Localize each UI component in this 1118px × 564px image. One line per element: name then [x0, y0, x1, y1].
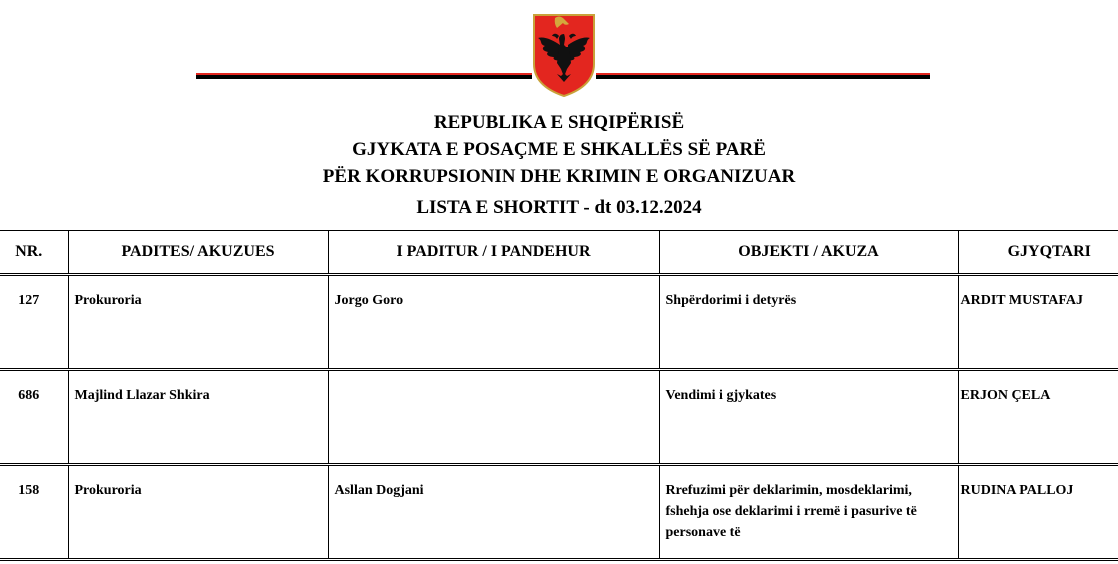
column-header-defendant: I PADITUR / I PANDEHUR	[328, 231, 659, 275]
table-row	[0, 275, 1118, 370]
plaintiff: Prokuroria	[74, 293, 142, 308]
case-number: 686	[18, 388, 40, 403]
plaintiff: Prokuroria	[74, 483, 142, 498]
albanian-coat-of-arms-icon	[531, 12, 597, 98]
header-rule-left	[196, 75, 532, 79]
plaintiff: Majlind Llazar Shkira	[74, 388, 210, 403]
case-object: Vendimi i gjykates	[665, 388, 777, 403]
column-header-object: OBJEKTI / AKUZA	[659, 231, 958, 275]
judge-name: ERJON ÇELA	[960, 388, 1051, 403]
column-header-judge: GJYQTARI	[958, 231, 1118, 275]
table-row	[0, 370, 1118, 465]
judge-name: RUDINA PALLOJ	[960, 483, 1074, 498]
case-object: Shpërdorimi i detyrës	[665, 293, 797, 308]
table-row	[0, 465, 1118, 560]
table-header-row	[0, 231, 1118, 275]
header-rule-right	[596, 75, 930, 79]
column-header-nr: NR.	[0, 231, 68, 275]
case-object: Rrefuzimi për deklarimin, mosdeklarimi, fshehja ose deklarimi i rremë i pasurive të personave të	[665, 483, 917, 540]
case-assignment-table	[0, 230, 1118, 561]
case-number: 158	[18, 483, 40, 498]
defendant	[329, 371, 659, 385]
list-title: LISTA E SHORTIT - dt 03.12.2024	[416, 197, 702, 218]
court-jurisdiction-heading: PËR KORRUPSIONIN DHE KRIMIN E ORGANIZUAR	[322, 166, 796, 187]
column-header-plaintiff: PADITES/ AKUZUES	[68, 231, 328, 275]
country-heading: REPUBLIKA E SHQIPËRISË	[433, 112, 685, 133]
judge-name: ARDIT MUSTAFAJ	[960, 293, 1084, 308]
case-number: 127	[18, 293, 40, 308]
court-name-heading: GJYKATA E POSAÇME E SHKALLËS SË PARË	[352, 139, 766, 160]
defendant: Jorgo Goro	[334, 293, 404, 308]
defendant: Asllan Dogjani	[334, 483, 424, 498]
